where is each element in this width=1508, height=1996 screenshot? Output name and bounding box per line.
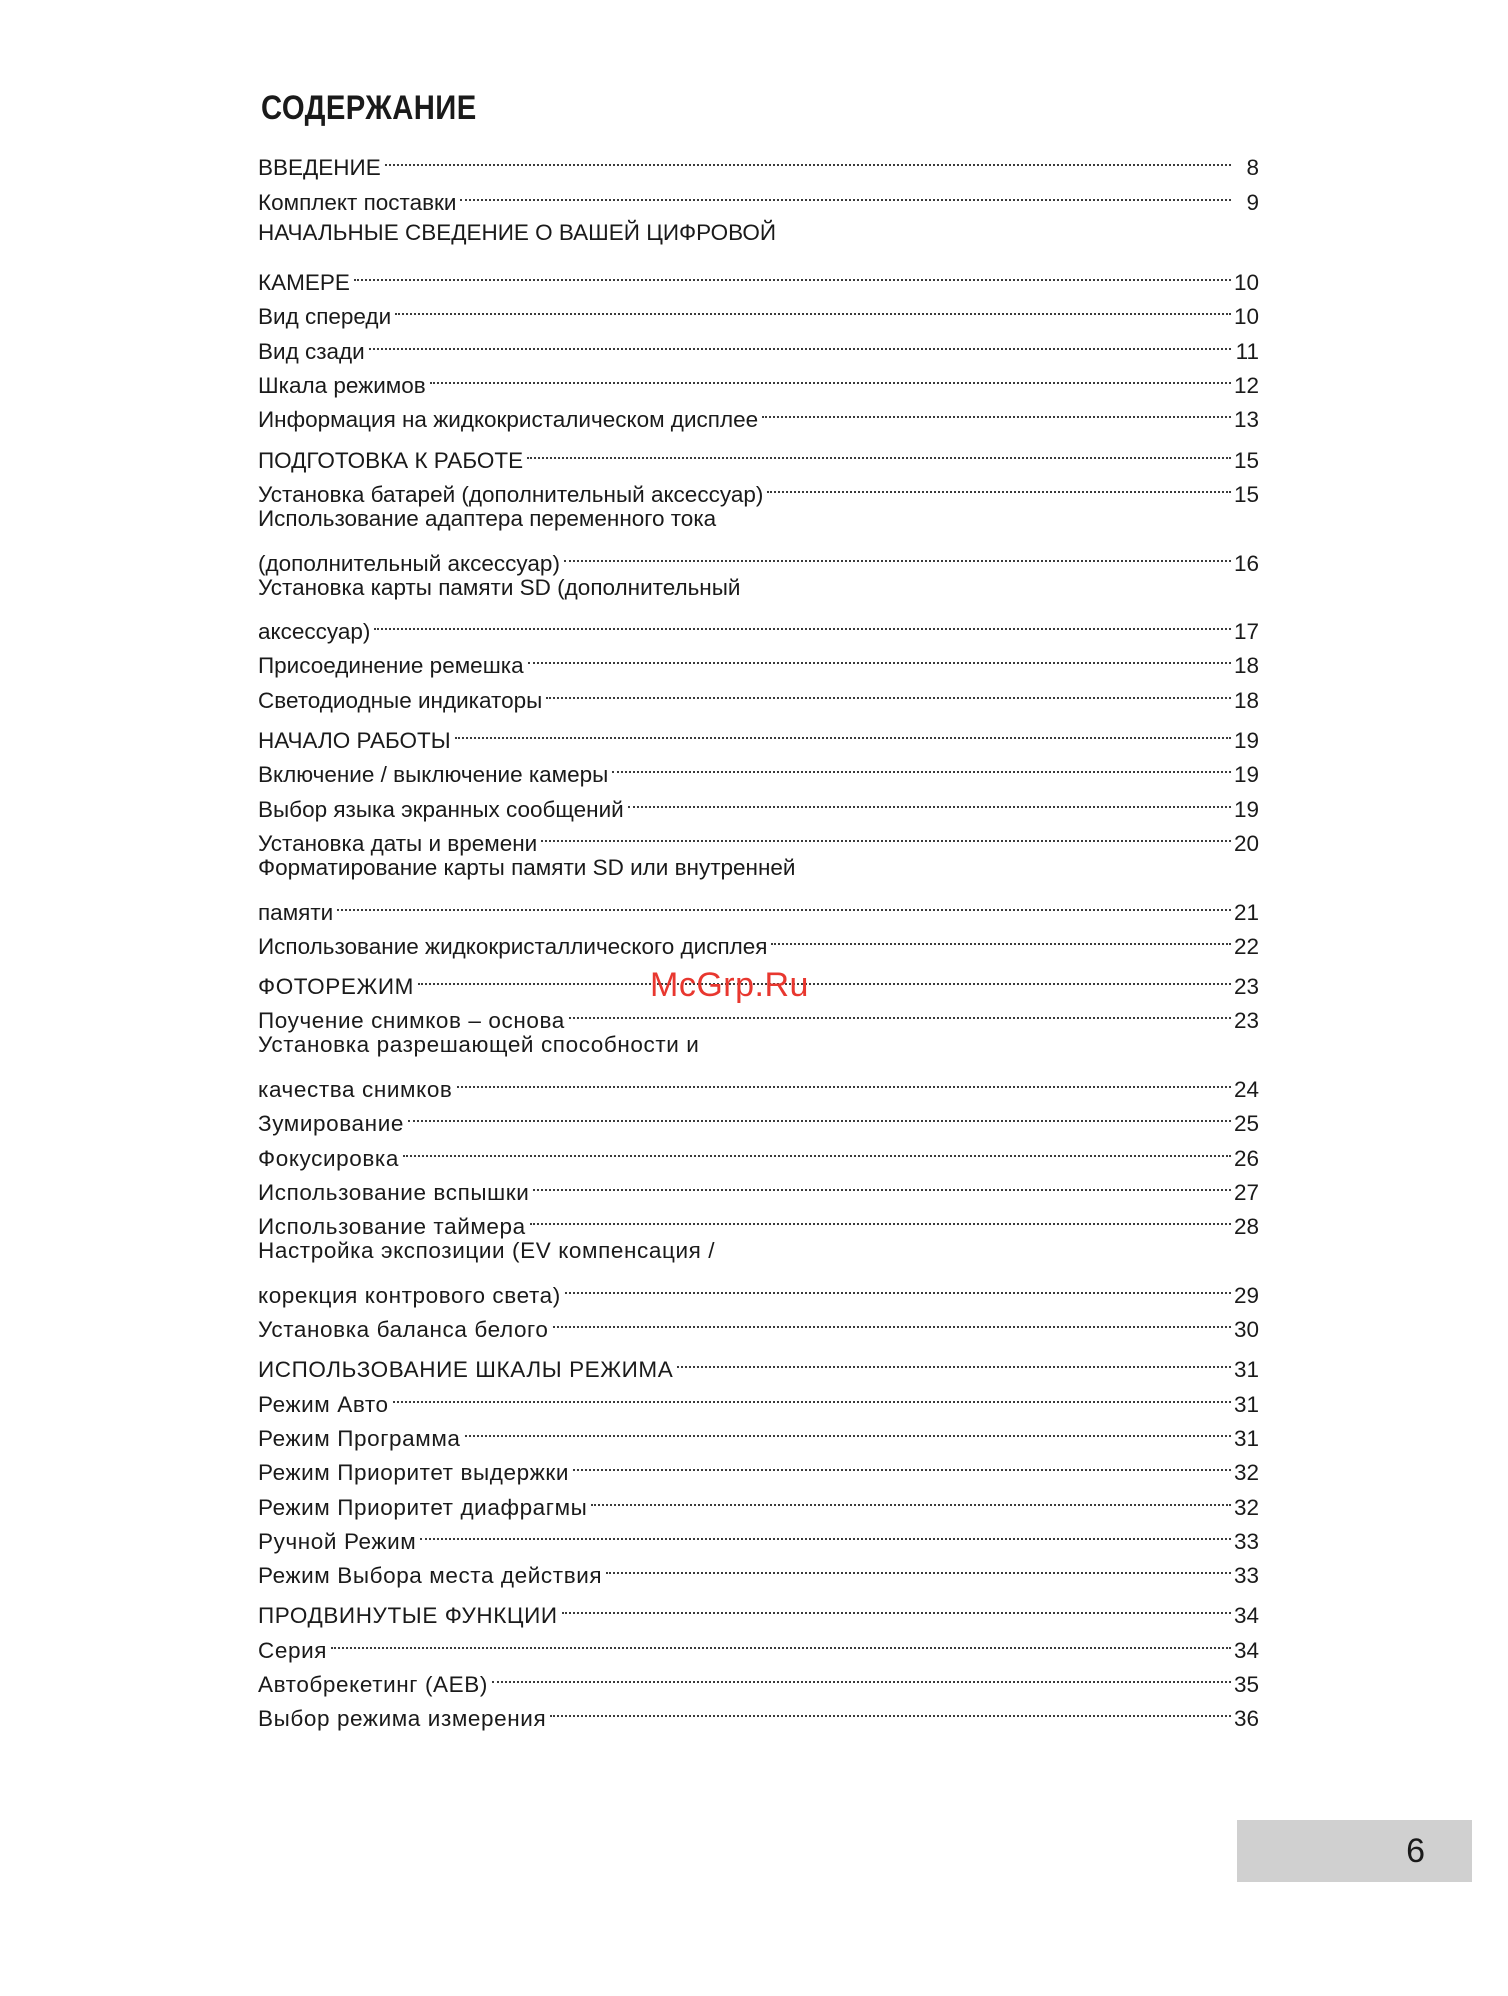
toc-entry-label: Поучение снимков – основа: [258, 1008, 565, 1034]
toc-row: [258, 1623, 1259, 1663]
toc-row: [258, 920, 1259, 959]
toc-entry-page: 29: [1233, 1282, 1259, 1308]
toc-entry-label: Использование таймера: [258, 1214, 526, 1240]
toc-row: [258, 290, 1259, 330]
dot-leader: [408, 1097, 1231, 1131]
dot-leader: [492, 1658, 1231, 1692]
toc-entry-page: 22: [1233, 933, 1259, 959]
dot-leader: [530, 1200, 1231, 1234]
toc-entry-label: качества снимков: [258, 1077, 453, 1103]
toc-entry-page: 19: [1233, 796, 1259, 822]
toc-entry-label: Установка разрешающей способности и: [258, 1032, 700, 1058]
toc-entry-label: Присоединение ремешка: [258, 653, 524, 679]
toc-row: [258, 1269, 1259, 1308]
toc-entry-label: Включение / выключение камеры: [258, 762, 609, 788]
toc-row: [258, 851, 1259, 885]
toc-entry-label: Вид спереди: [258, 304, 392, 330]
toc-entry-label: Комплект поставки: [258, 189, 457, 215]
dot-leader: [771, 920, 1231, 954]
toc-entry-page: 19: [1233, 762, 1259, 788]
toc-entry-page: 30: [1233, 1317, 1259, 1343]
dot-leader: [331, 1623, 1231, 1657]
toc-entry-label: Режим Выбора места действия: [258, 1563, 603, 1589]
toc-entry-page: 27: [1233, 1179, 1259, 1205]
toc-entry-label: Режим Приоритет выдержки: [258, 1460, 569, 1486]
dot-leader: [573, 1446, 1231, 1480]
toc-entry-page: 36: [1233, 1706, 1259, 1732]
toc-entry-label: Настройка экспозиции (EV компенсация /: [258, 1238, 716, 1264]
toc-entry-label: КАМЕРЕ: [258, 270, 350, 296]
dot-leader: [527, 433, 1231, 467]
dot-leader: [550, 1692, 1231, 1726]
dot-leader: [541, 817, 1231, 851]
toc-row: [258, 885, 1259, 925]
toc-entry-page: 31: [1233, 1391, 1259, 1417]
toc-entry-label: Использование жидкокристаллического дисплея: [258, 933, 768, 959]
toc-row: [258, 1234, 1259, 1268]
dot-leader: [762, 393, 1231, 427]
toc-entry-page: 15: [1233, 447, 1259, 473]
dot-leader: [374, 605, 1231, 639]
dot-leader: [395, 290, 1231, 324]
dot-leader: [565, 1269, 1231, 1303]
dot-leader: [591, 1480, 1231, 1514]
toc-entry-label: ФОТОРЕЖИМ: [258, 974, 414, 1000]
toc-entry-label: ВВЕДЕНИЕ: [258, 155, 381, 181]
toc-entry-page: 26: [1233, 1145, 1259, 1171]
toc-entry-page: 19: [1233, 728, 1259, 754]
toc-row: [258, 359, 1259, 399]
dot-leader: [767, 468, 1231, 502]
toc-section-row: [258, 433, 1259, 473]
dot-leader: [553, 1303, 1232, 1337]
page-number: 6: [1406, 1832, 1425, 1870]
toc-row: [258, 1166, 1259, 1205]
toc-section-row: [258, 1343, 1259, 1383]
toc-entry-page: 15: [1233, 481, 1259, 507]
toc-entry-label: Установка батарей (дополнительный аксессуар): [258, 481, 764, 507]
toc-row: [258, 605, 1259, 645]
toc-entry-page: 21: [1233, 899, 1259, 925]
toc-entry-label: Установка баланса белого: [258, 1317, 549, 1343]
toc-entry-label: ИСПОЛЬЗОВАНИЕ ШКАЛЫ РЕЖИМА: [258, 1357, 674, 1383]
toc-row: [258, 1063, 1259, 1103]
dot-leader: [606, 1549, 1231, 1583]
toc-row: [258, 1131, 1259, 1171]
toc-entry-page: 10: [1233, 304, 1259, 330]
dot-leader: [403, 1131, 1231, 1165]
toc-entry-label: Выбор языка экранных сообщений: [258, 796, 624, 822]
dot-leader: [385, 141, 1231, 175]
dot-leader: [457, 1063, 1232, 1097]
dot-leader: [612, 748, 1231, 782]
toc-entry-label: НАЧАЛЬНЫЕ СВЕДЕНИЕ О ВАШЕЙ ЦИФРОВОЙ: [258, 219, 777, 245]
toc-entry-page: 35: [1233, 1672, 1259, 1698]
toc-entry-page: 28: [1233, 1214, 1259, 1240]
watermark: McGrp.Ru: [650, 966, 809, 1004]
dot-leader: [337, 885, 1231, 919]
dot-leader: [455, 714, 1231, 748]
toc-row: [258, 536, 1259, 576]
toc-entry-page: 9: [1246, 189, 1259, 215]
toc-entry-page: 31: [1233, 1357, 1259, 1383]
toc-entry-page: 8: [1246, 155, 1259, 181]
toc-entry-label: Режим Авто: [258, 1391, 389, 1417]
toc-entry-page: 34: [1233, 1637, 1259, 1663]
page-title: СОДЕРЖАНИЕ: [261, 89, 477, 127]
dot-leader: [628, 782, 1231, 816]
dot-leader: [677, 1343, 1231, 1377]
toc-entry-label: Использование адаптера переменного тока: [258, 505, 717, 531]
dot-leader: [354, 256, 1231, 290]
toc-entry-page: 23: [1233, 1008, 1259, 1034]
toc-entry-page: 31: [1233, 1425, 1259, 1451]
toc-entry-label: Ручной Режим: [258, 1528, 417, 1554]
toc-row: [258, 1412, 1259, 1451]
toc-entry-page: 33: [1233, 1528, 1259, 1554]
toc-entry-label: Серия: [258, 1637, 328, 1663]
toc-row: [258, 175, 1259, 215]
toc-section-row: [258, 216, 1259, 250]
toc-row: [258, 1097, 1259, 1137]
toc-entry-page: 12: [1233, 373, 1259, 399]
toc-row: [258, 324, 1259, 364]
toc-entry-page: 32: [1233, 1460, 1259, 1486]
toc-entry-page: 10: [1233, 270, 1259, 296]
toc-entry-page: 18: [1233, 653, 1259, 679]
toc-row: [258, 1028, 1259, 1062]
toc-section-row: [258, 141, 1259, 181]
toc-entry-page: 32: [1233, 1494, 1259, 1520]
toc-entry-label: Режим Программа: [258, 1425, 461, 1451]
toc-entry-page: 20: [1233, 830, 1259, 856]
toc-row: [258, 639, 1259, 679]
table-of-contents: [258, 141, 1259, 1732]
toc-section-row: [258, 256, 1259, 296]
toc-entry-label: Светодиодные индикаторы: [258, 687, 543, 713]
toc-entry-page: 25: [1233, 1111, 1259, 1137]
toc-entry-label: Вид сзади: [258, 338, 365, 364]
toc-row: [258, 1658, 1259, 1698]
toc-entry-page: 16: [1233, 550, 1259, 576]
toc-entry-label: Режим Приоритет диафрагмы: [258, 1494, 588, 1520]
dot-leader: [465, 1412, 1231, 1446]
toc-entry-page: 33: [1233, 1563, 1259, 1589]
toc-entry-page: 13: [1233, 407, 1259, 433]
toc-entry-label: памяти: [258, 899, 334, 925]
toc-entry-page: 11: [1235, 338, 1259, 364]
toc-entry-label: аксессуар): [258, 619, 371, 645]
toc-entry-label: Фокусировка: [258, 1145, 399, 1171]
dot-leader: [420, 1515, 1231, 1549]
dot-leader: [564, 536, 1231, 570]
dot-leader: [460, 175, 1231, 209]
toc-entry-page: 18: [1233, 687, 1259, 713]
toc-entry-label: Форматирование карты памяти SD или внутренней: [258, 854, 796, 880]
toc-section-row: [258, 1589, 1259, 1629]
toc-entry-page: 34: [1233, 1603, 1259, 1629]
toc-entry-label: ПРОДВИНУТЫЕ ФУНКЦИИ: [258, 1603, 558, 1629]
toc-entry-label: Автобрекетинг (AEB): [258, 1672, 488, 1698]
dot-leader: [546, 673, 1231, 707]
toc-entry-label: Установка карты памяти SD (дополнительный: [258, 574, 741, 600]
toc-entry-page: 23: [1233, 974, 1259, 1000]
toc-section-row: [258, 714, 1259, 754]
dot-leader: [528, 639, 1231, 673]
toc-entry-label: ПОДГОТОВКА К РАБОТЕ: [258, 447, 524, 473]
dot-leader: [562, 1589, 1231, 1623]
dot-leader: [418, 960, 1231, 994]
dot-leader: [369, 324, 1231, 358]
toc-entry-page: 24: [1233, 1077, 1259, 1103]
toc-entry-page: 17: [1233, 619, 1259, 645]
dot-leader: [430, 359, 1231, 393]
dot-leader: [533, 1166, 1231, 1200]
page-number-box: [1237, 1820, 1472, 1882]
dot-leader: [393, 1377, 1231, 1411]
toc-entry-label: Установка даты и времени: [258, 830, 538, 856]
toc-entry-label: (дополнительный аксессуар): [258, 550, 560, 576]
toc-entry-label: Зумирование: [258, 1111, 404, 1137]
toc-entry-label: Информация на жидкокристалическом дисплее: [258, 407, 759, 433]
toc-entry-label: Выбор режима измерения: [258, 1706, 547, 1732]
toc-entry-label: Шкала режимов: [258, 373, 426, 399]
toc-row: [258, 1377, 1259, 1417]
toc-entry-label: НАЧАЛО РАБОТЫ: [258, 728, 451, 754]
toc-row: [258, 571, 1259, 605]
toc-entry-label: Использование вспышки: [258, 1179, 530, 1205]
toc-entry-label: корекция контрового света): [258, 1282, 561, 1308]
